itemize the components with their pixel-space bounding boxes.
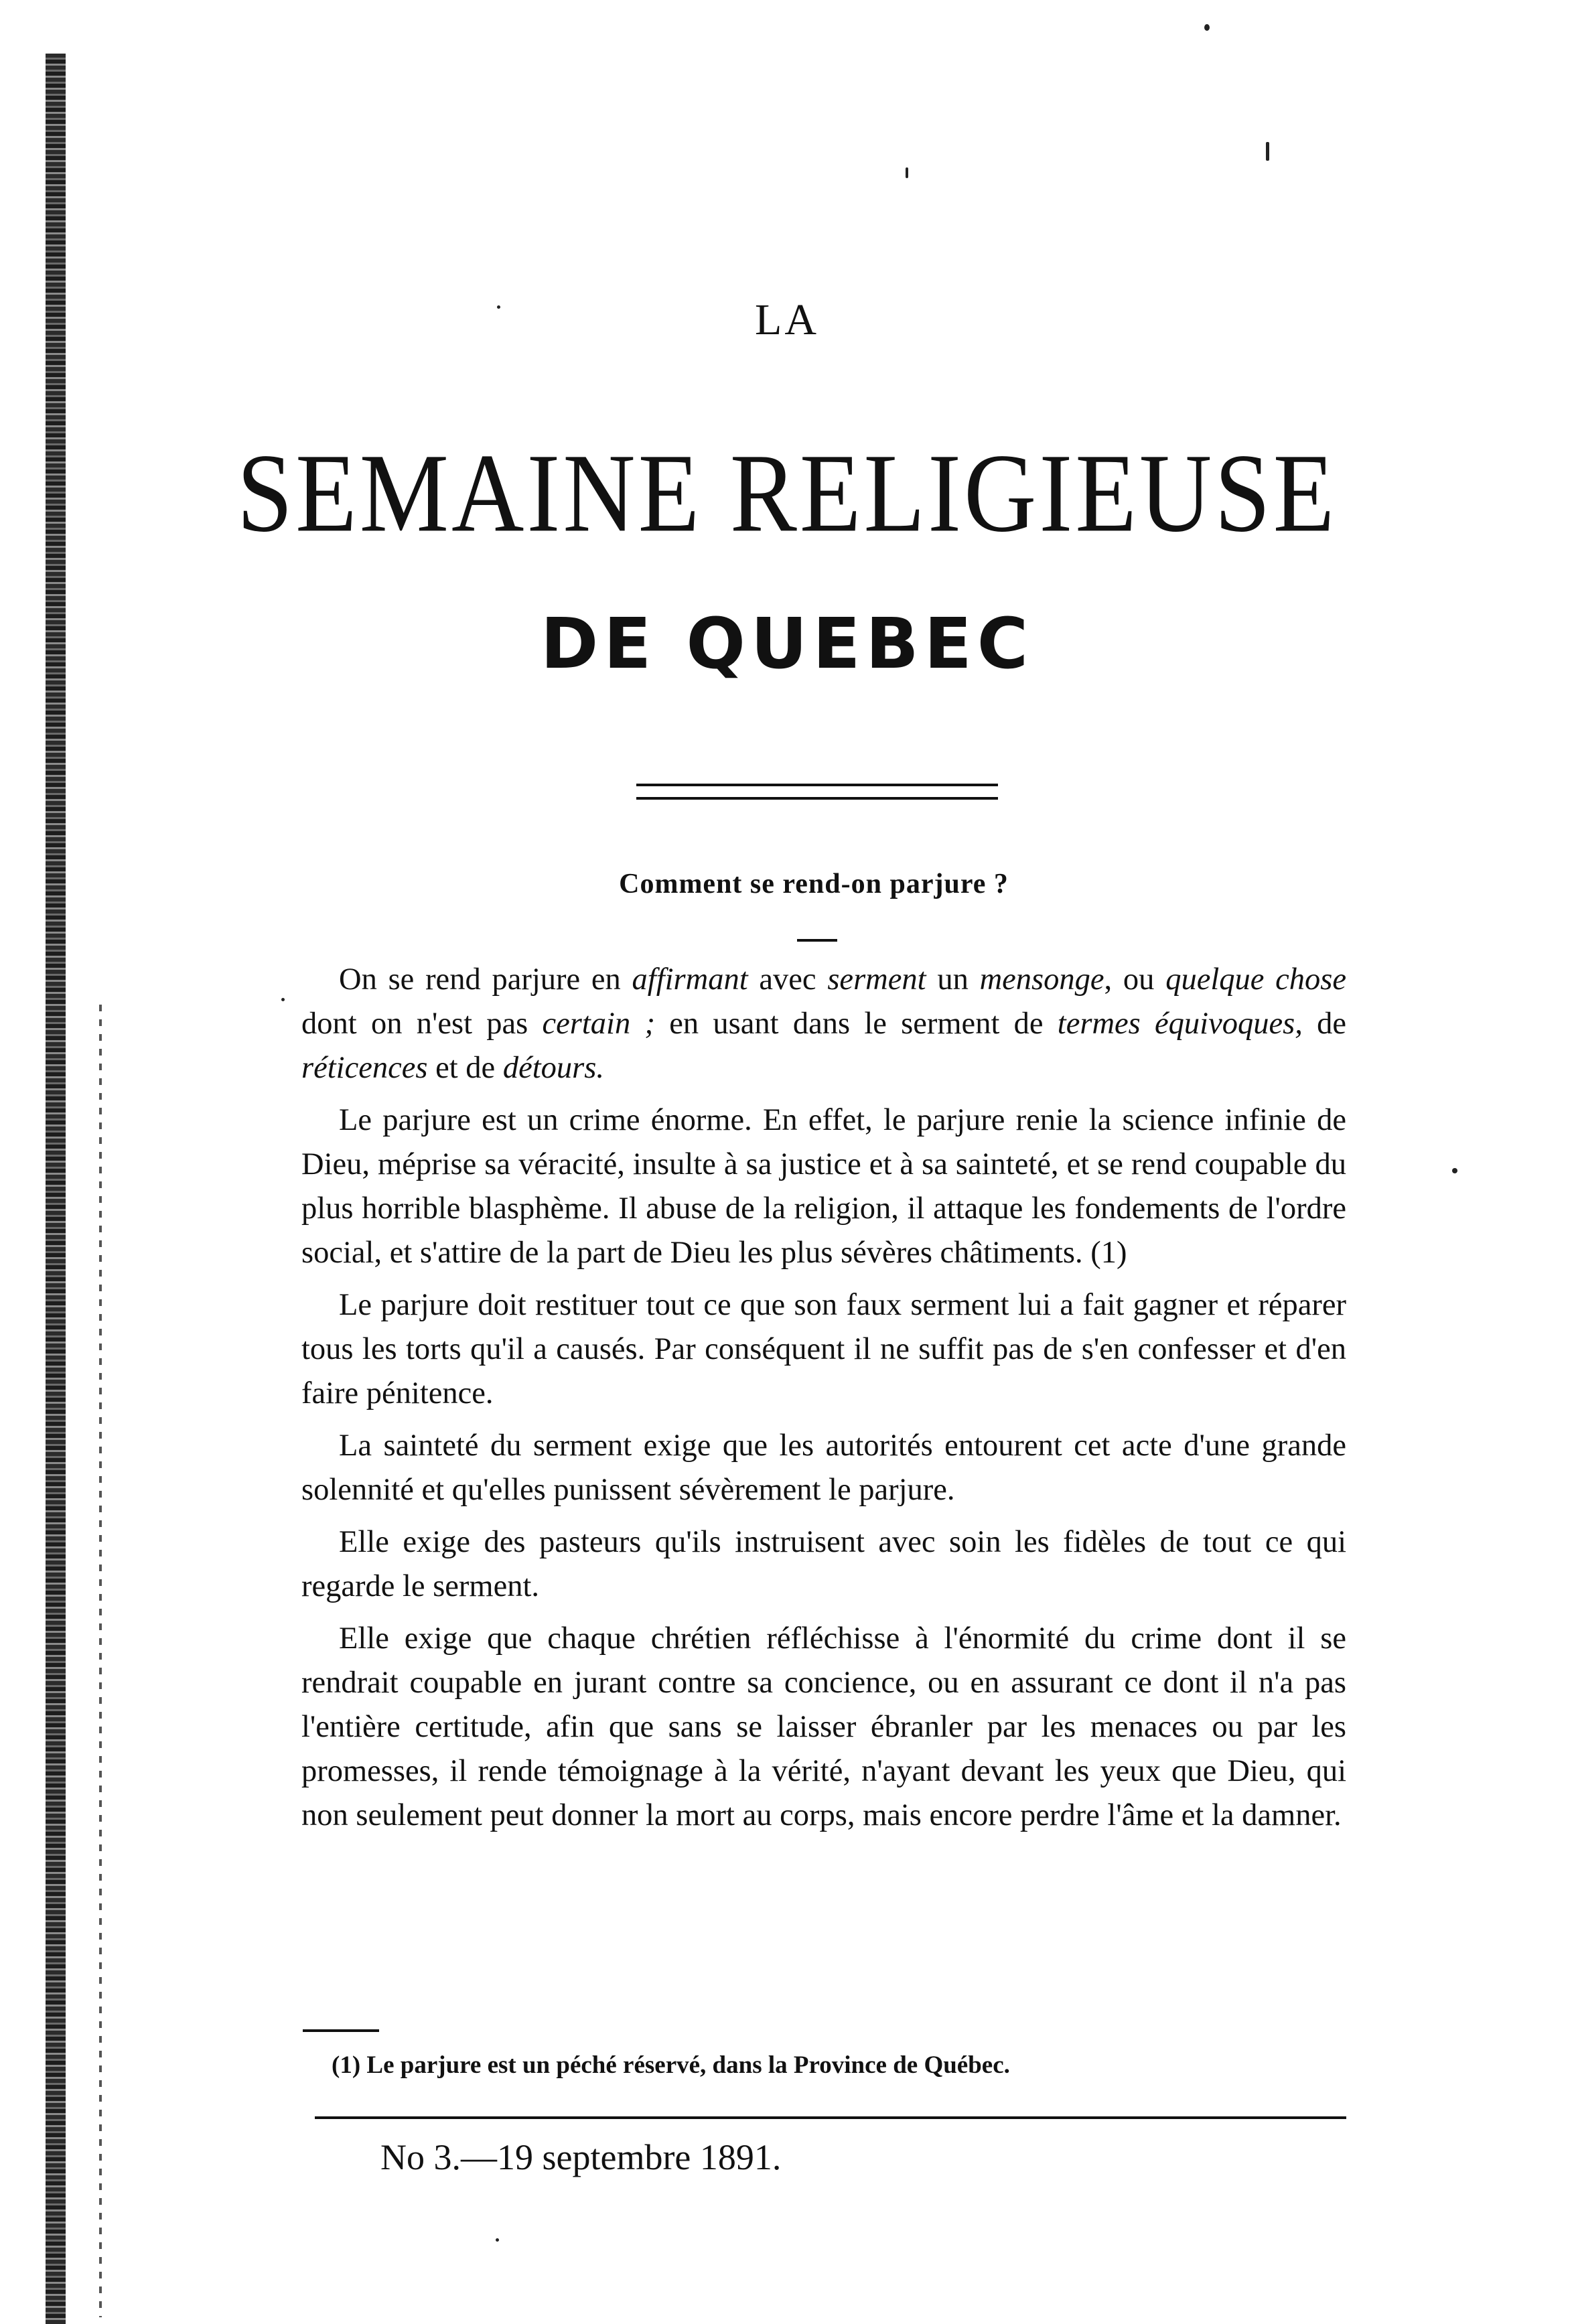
paragraph-4: La sainteté du serment exige que les autorités entourent cet acte d'une grande solennité et qu'elles punissent sévèrement le parjure. <box>301 1429 1346 1507</box>
paragraph-1: On se rend parjure en affirmant avec serment un mensonge, ou quelque chose dont on n'est pas certain ; en usant dans le serment de termes équivoques, de réticences et de détours. <box>301 962 1347 1085</box>
issue-number-date: No 3.—19 septembre 1891. <box>380 2137 782 2177</box>
title-double-rule <box>636 784 998 800</box>
scan-speck <box>1266 142 1269 161</box>
scan-speck <box>1452 1168 1457 1173</box>
paragraph-5: Elle exige des pasteurs qu'ils instruisent avec soin les fidèles de tout ce qui regarde le serment. <box>301 1525 1346 1603</box>
scan-binding-mark <box>99 1005 102 2317</box>
masthead-title: SEMAINE RELIGIEUSE <box>236 431 1338 556</box>
article-heading: Comment se rend-on parjure ? <box>619 869 1009 899</box>
scan-speck <box>906 167 908 178</box>
heading-dash <box>797 939 837 942</box>
scan-speck <box>281 998 285 1001</box>
paragraph-2: Le parjure est un crime énorme. En effet, le parjure renie la science infinie de Dieu, méprise sa véracité, insulte à sa justice et à sa sainteté, et se rend coupable du plus horrible blasphème. Il abuse de la religion, il attaque les fondements de l'ordre social, et s'attire de la part de Dieu les plus sévères châtiments. (1) <box>301 1103 1346 1270</box>
scan-speck <box>1204 24 1210 31</box>
scan-binding-edge <box>46 54 66 2324</box>
paragraph-6: Elle exige que chaque chrétien réfléchisse à l'énormité du crime dont il se rendrait coupable en jurant contre sa concience, ou en assurant ce dont il n'a pas l'entière certitude, afin que sans se laisser ébranler par les menaces ou par les promesses, il rende témoignage à la vérité, n'ayant devant les yeux que Dieu, qui non seulement peut donner la mort au corps, mais encore perdre l'âme et la damner. <box>301 1621 1346 1832</box>
article-body <box>301 958 1346 1846</box>
paragraph-3: Le parjure doit restituer tout ce que son faux serment lui a fait gagner et réparer tous les torts qu'il a causés. Par conséquent il ne suffit pas de s'en confesser et d'en faire pénitence. <box>301 1288 1346 1410</box>
masthead-la: LA <box>755 295 819 344</box>
scan-speck <box>496 2238 499 2242</box>
footnote: (1) Le parjure est un péché réservé, dans la Province de Québec. <box>332 2051 1010 2079</box>
footnote-rule <box>303 2029 379 2032</box>
masthead-subtitle: DE QUEBEC <box>540 603 1034 684</box>
footer-rule <box>315 2116 1346 2119</box>
